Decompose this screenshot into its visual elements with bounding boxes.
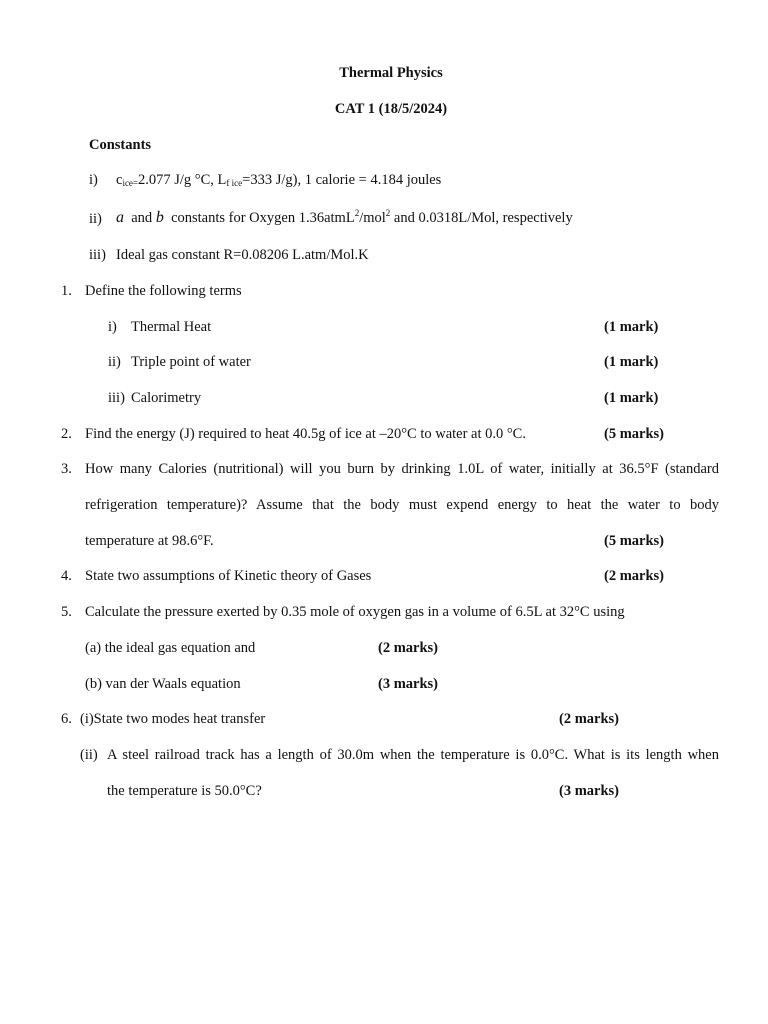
question-4-marks: (2 marks) xyxy=(604,568,665,584)
question-2-text: Find the energy (J) required to heat 40.5g of ice at –20°C to water at 0.0 °C. xyxy=(85,426,526,442)
question-3-marks: (5 marks) xyxy=(604,533,665,549)
word-and: and xyxy=(131,209,153,226)
c-value: 2.077 J/g °C, L xyxy=(138,172,227,188)
question-1-part-3-marks: (1 mark) xyxy=(604,390,659,406)
question-3-line-3: temperature at 98.6°F. xyxy=(85,533,214,549)
constant-item-1-text xyxy=(116,172,441,189)
question-4-text: State two assumptions of Kinetic theory of Gases xyxy=(85,568,372,584)
constant-item-2-text xyxy=(116,208,573,227)
question-6-part-1-marks: (2 marks) xyxy=(559,711,620,727)
page-title: Thermal Physics xyxy=(339,65,443,81)
exam-subtitle: CAT 1 (18/5/2024) xyxy=(334,101,448,117)
symbol-b: b xyxy=(155,208,164,226)
oxygen-constants-text: constants for Oxygen 1.36atmL xyxy=(171,209,355,226)
oxygen-constants-mid: /mol xyxy=(359,209,386,226)
oxygen-constants-end: and 0.0318L/Mol, respectively xyxy=(390,209,573,226)
question-5-number: 5. xyxy=(61,604,72,620)
question-6-part-2-line-1: A steel railroad track has a length of 30.0m when the temperature is 0.0°C. What is its length when xyxy=(107,747,719,763)
constant-item-1-rest: =333 J/g), 1 calorie = 4.184 joules xyxy=(242,172,442,188)
question-1-number: 1. xyxy=(61,283,72,299)
constant-item-2-number: ii) xyxy=(89,211,102,227)
question-1-text: Define the following terms xyxy=(85,283,242,299)
c-symbol: c xyxy=(116,172,123,188)
question-5-text: Calculate the pressure exerted by 0.35 mole of oxygen gas in a volume of 6.5L at 32°C using xyxy=(85,604,625,620)
question-1-part-1-text: Thermal Heat xyxy=(131,319,212,335)
question-1-part-3-number: iii) xyxy=(108,390,125,406)
question-1-part-1-marks: (1 mark) xyxy=(604,319,659,335)
question-5-part-a-text: (a) the ideal gas equation and xyxy=(85,640,256,656)
question-5-part-a-marks: (2 marks) xyxy=(378,640,439,656)
question-1-part-2-text: Triple point of water xyxy=(131,354,251,370)
question-6-part-1-text: (i)State two modes heat transfer xyxy=(80,711,266,727)
question-3-number: 3. xyxy=(61,461,72,477)
constants-heading: Constants xyxy=(89,137,152,153)
question-2-marks: (5 marks) xyxy=(604,426,665,442)
c-subscript: ice= xyxy=(122,178,139,188)
question-5-part-b-text: (b) van der Waals equation xyxy=(85,676,241,692)
superscript-2: 2 xyxy=(385,208,391,218)
lf-subscript: f ice xyxy=(226,178,243,188)
question-6-part-2-line-2: the temperature is 50.0°C? xyxy=(107,783,262,799)
question-1-part-2-marks: (1 mark) xyxy=(604,354,659,370)
question-3-line-2: refrigeration temperature)? Assume that the body must expend energy to heat the water to body xyxy=(85,497,719,513)
question-1-part-1-number: i) xyxy=(108,319,117,335)
question-2-number: 2. xyxy=(61,426,72,442)
constant-item-3-number: iii) xyxy=(89,247,106,263)
constant-item-3-text: Ideal gas constant R=0.08206 L.atm/Mol.K xyxy=(116,247,369,263)
constant-item-1-number: i) xyxy=(89,172,98,188)
question-6-number: 6. xyxy=(61,711,72,727)
question-6-part-2-marks: (3 marks) xyxy=(559,783,620,799)
question-3-line-1: How many Calories (nutritional) will you burn by drinking 1.0L of water, initially at 36.5°F (standard xyxy=(85,461,719,477)
question-4-number: 4. xyxy=(61,568,72,584)
question-1-part-3-text: Calorimetry xyxy=(131,390,202,406)
symbol-a: a xyxy=(116,208,124,226)
question-1-part-2-number: ii) xyxy=(108,354,121,370)
superscript-1: 2 xyxy=(354,208,360,218)
question-5-part-b-marks: (3 marks) xyxy=(378,676,439,692)
question-6-part-2-number: (ii) xyxy=(80,747,98,763)
